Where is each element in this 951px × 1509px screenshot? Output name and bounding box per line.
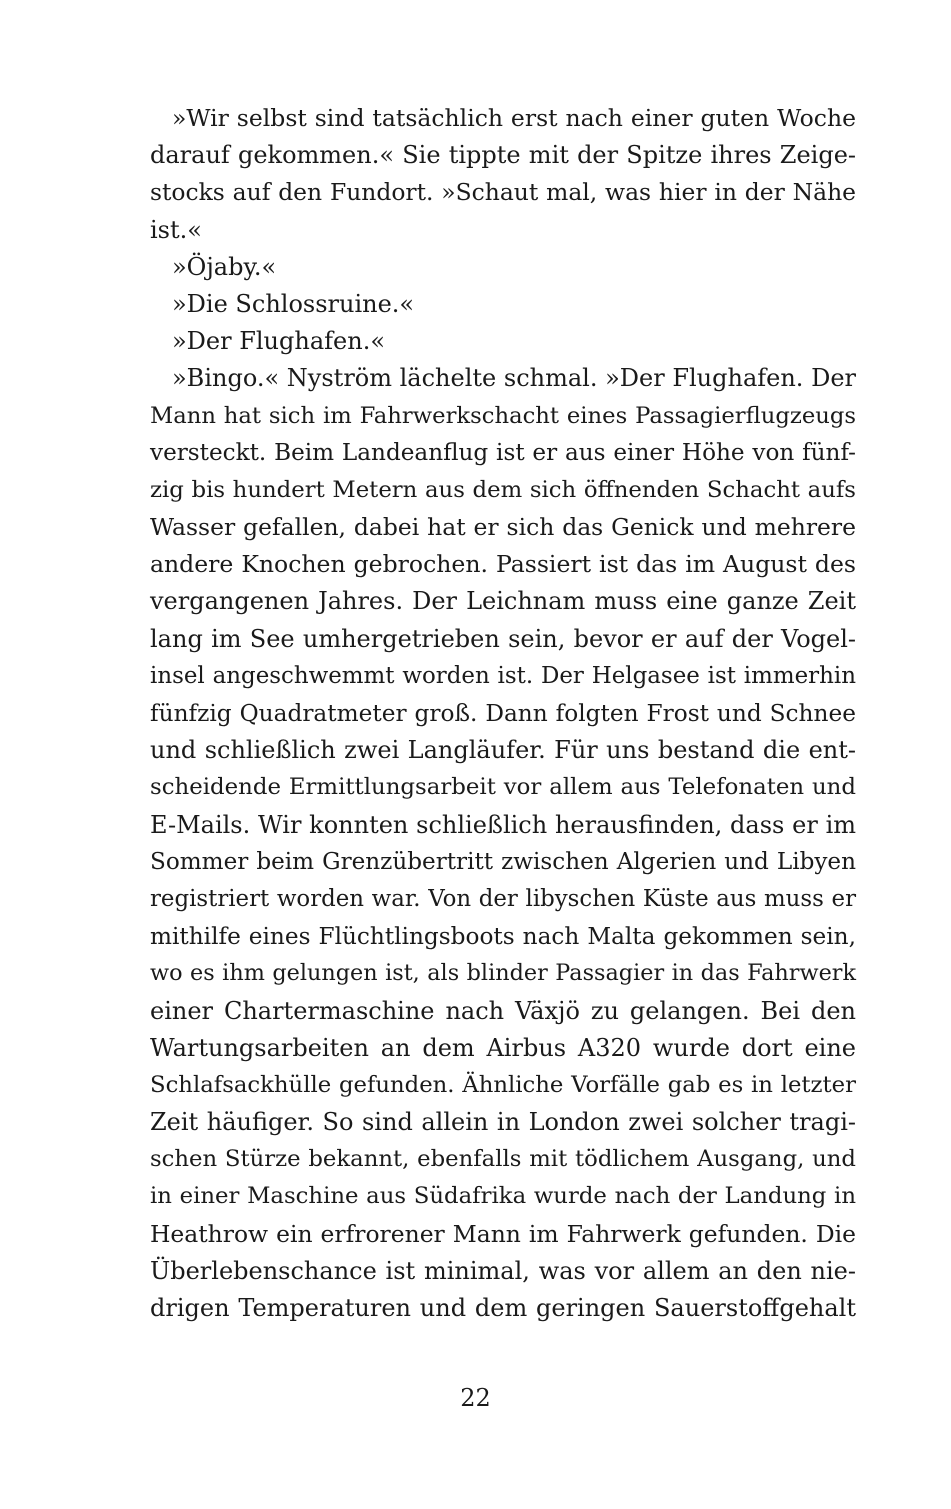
text-line: Wartungsarbeiten an dem Airbus A320 wurde dort eine [150, 1033, 856, 1062]
text-line: »Der Flughafen.« [172, 327, 385, 356]
text-line: lang im See umhergetrieben sein, bevor er auf der Vogel- [150, 624, 856, 653]
text-line: einer Chartermaschine nach Växjö zu gelangen. Bei den [150, 996, 856, 1025]
text-line: »Öjaby.« [172, 252, 277, 281]
text-line: Überlebenschance ist minimal, was vor allem an den nie- [150, 1256, 856, 1285]
text-line: Mann hat sich im Fahrwerkschacht eines Passagierflugzeugs [150, 402, 856, 429]
text-line: schen Stürze bekannt, ebenfalls mit tödlichem Ausgang, und [150, 1146, 856, 1173]
text-line: stocks auf den Fundort. »Schaut mal, was hier in der Nähe [150, 178, 856, 207]
text-line: wo es ihm gelungen ist, als blinder Passagier in das Fahrwerk [150, 960, 856, 987]
text-line: darauf gekommen.« Sie tippte mit der Spitze ihres Zeige- [150, 141, 856, 170]
text-line: drigen Temperaturen und dem geringen Sauerstoffgehalt [150, 1294, 856, 1322]
body-text [150, 100, 856, 1327]
text-line: andere Knochen gebrochen. Passiert ist das im August des [150, 550, 856, 579]
text-line: registriert worden war. Von der libyschen Küste aus muss er [150, 885, 856, 912]
page-number: 22 [460, 1384, 491, 1412]
text-line: Wasser gefallen, dabei hat er sich das Genick und mehrere [150, 513, 856, 542]
text-line: vergangenen Jahres. Der Leichnam muss eine ganze Zeit [150, 587, 856, 616]
text-line: Heathrow ein erfrorener Mann im Fahrwerk gefunden. Die [150, 1219, 856, 1248]
text-line: versteckt. Beim Landeanflug ist er aus einer Höhe von fünf- [150, 439, 856, 466]
text-line: zig bis hundert Metern aus dem sich öffnenden Schacht aufs [150, 476, 856, 503]
text-line: »Die Schlossruine.« [172, 289, 415, 318]
text-line: fünfzig Quadratmeter groß. Dann folgten Frost und Schnee [150, 700, 856, 727]
text-line: »Wir selbst sind tatsächlich erst nach einer guten Woche [172, 104, 856, 132]
text-line: Schlafsackhülle gefunden. Ähnliche Vorfälle gab es in letzter [150, 1071, 856, 1098]
text-line: E-Mails. Wir konnten schließlich herausfinden, dass er im [150, 810, 856, 839]
text-line: Zeit häufiger. So sind allein in London zwei solcher tragi- [150, 1108, 856, 1137]
text-line: scheidende Ermittlungsarbeit vor allem aus Telefonaten und [150, 774, 856, 801]
text-line: Sommer beim Grenzübertritt zwischen Algerien und Libyen [150, 848, 856, 875]
text-line: insel angeschwemmt worden ist. Der Helgasee ist immerhin [150, 662, 856, 689]
text-line: »Bingo.« Nyström lächelte schmal. »Der Flughafen. Der [172, 364, 856, 393]
text-line: mithilfe eines Flüchtlingsboots nach Malta gekommen sein, [150, 923, 856, 951]
text-line: und schließlich zwei Langläufer. Für uns bestand die ent- [150, 736, 856, 765]
text-line: in einer Maschine aus Südafrika wurde nach der Landung in [150, 1183, 856, 1210]
text-line: ist.« [150, 215, 202, 244]
